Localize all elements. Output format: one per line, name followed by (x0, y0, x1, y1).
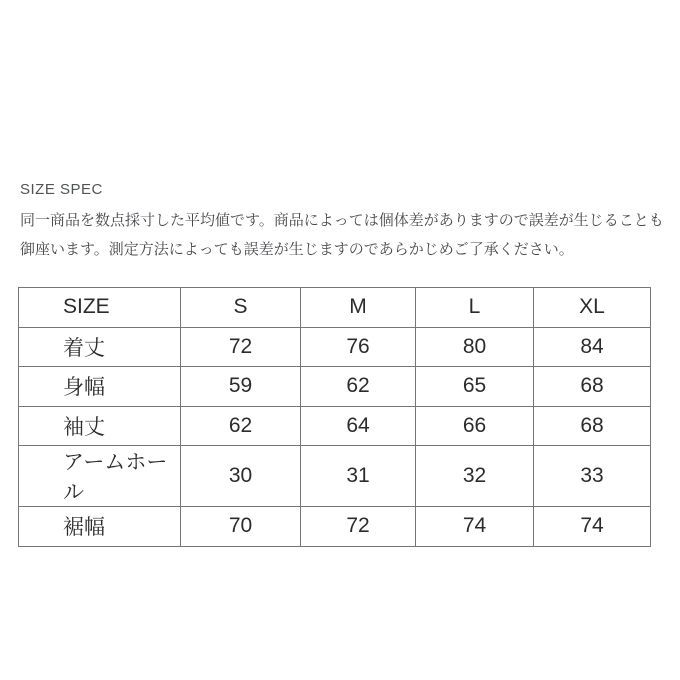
row-label: 袖丈 (19, 406, 181, 446)
row-label: アームホール (19, 446, 181, 507)
cell-value: 74 (534, 507, 651, 547)
column-header-xl: XL (534, 288, 651, 328)
size-note-line-2: 御座います。測定方法によっても誤差が生じますのであらかじめご了承ください。 (20, 241, 574, 258)
cell-value: 74 (416, 507, 534, 547)
table-row (19, 367, 651, 407)
cell-value: 59 (181, 367, 301, 407)
cell-value: 68 (534, 406, 651, 446)
cell-value: 70 (181, 507, 301, 547)
cell-value: 66 (416, 406, 534, 446)
column-header-l: L (416, 288, 534, 328)
cell-value: 72 (181, 327, 301, 367)
table-row (19, 507, 651, 547)
size-spec-table (18, 287, 651, 547)
cell-value: 65 (416, 367, 534, 407)
column-header-s: S (181, 288, 301, 328)
column-header-m: M (301, 288, 416, 328)
cell-value: 62 (301, 367, 416, 407)
row-label: 着丈 (19, 327, 181, 367)
cell-value: 68 (534, 367, 651, 407)
cell-value: 80 (416, 327, 534, 367)
cell-value: 62 (181, 406, 301, 446)
size-note-line-1: 同一商品を数点採寸した平均値です。商品によっては個体差がありますので誤差が生じることも (20, 212, 664, 229)
table-row (19, 406, 651, 446)
cell-value: 32 (416, 446, 534, 507)
page-title: SIZE SPEC (20, 181, 103, 198)
cell-value: 33 (534, 446, 651, 507)
column-header-size: SIZE (19, 288, 181, 328)
table-row (19, 446, 651, 507)
cell-value: 72 (301, 507, 416, 547)
size-note (20, 206, 664, 264)
row-label: 裾幅 (19, 507, 181, 547)
table-row (19, 327, 651, 367)
cell-value: 84 (534, 327, 651, 367)
table-header-row (19, 288, 651, 328)
row-label: 身幅 (19, 367, 181, 407)
cell-value: 64 (301, 406, 416, 446)
cell-value: 30 (181, 446, 301, 507)
cell-value: 31 (301, 446, 416, 507)
cell-value: 76 (301, 327, 416, 367)
